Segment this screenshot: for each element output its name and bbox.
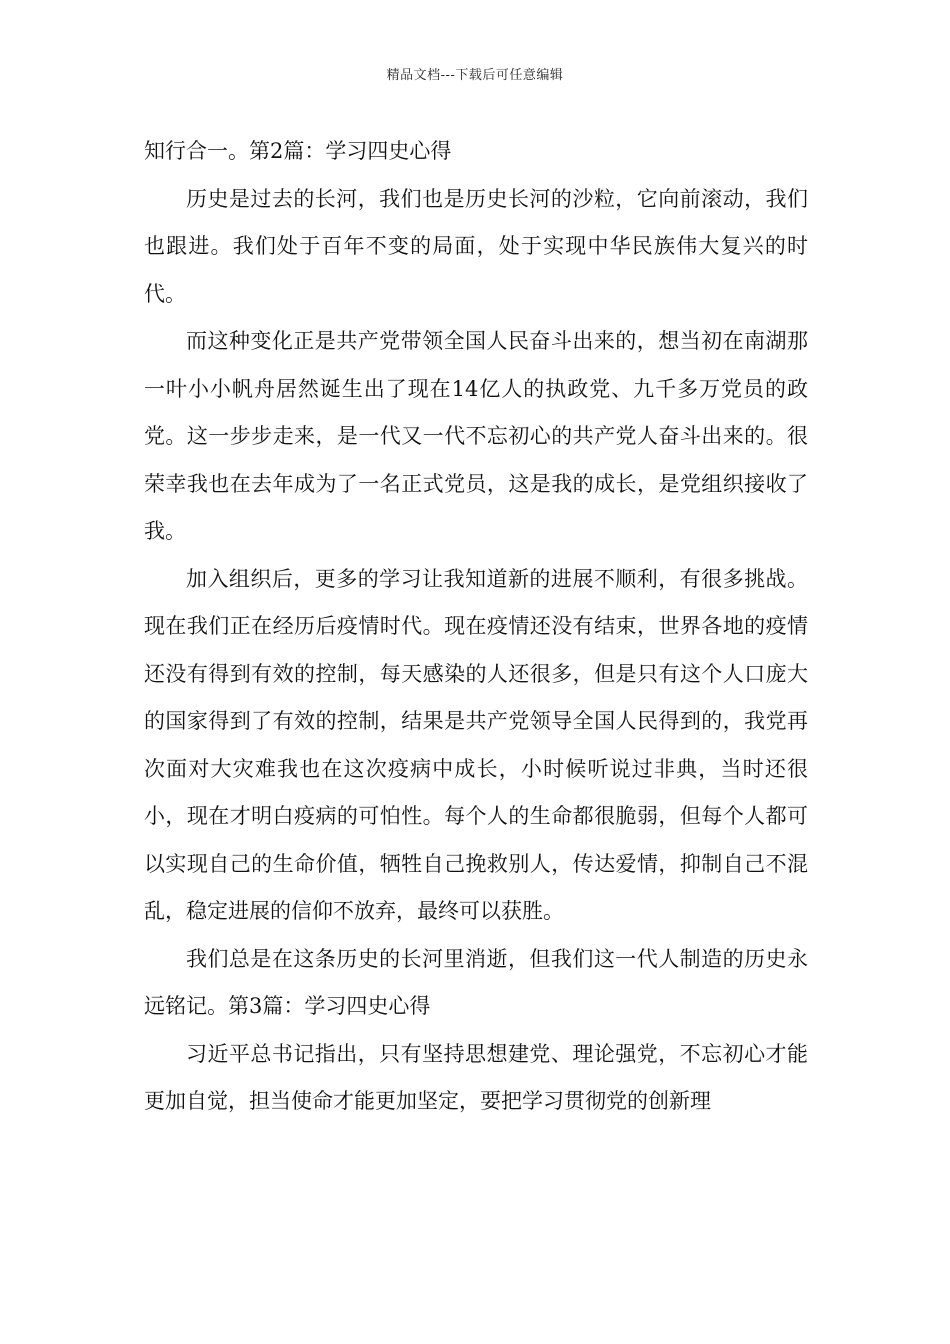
paragraph-2: 历史是过去的长河，我们也是历史长河的沙粒，它向前滚动，我们也跟进。我们处于百年不变的局面，处于实现中华民族伟大复兴的时代。	[144, 186, 808, 306]
paragraph-1: 知行合一。第2篇：学习四史心得	[144, 139, 452, 163]
paragraph-3: 而这种变化正是共产党带领全国人民奋斗出来的，想当初在南湖那一叶小小帆舟居然诞生出了现在14亿人的执政党、九千多万党员的政党。这一步步走来，是一代又一代不忘初心的共产党人奋斗出来的。很荣幸我也在去年成为了一名正式党员，这是我的成长，是党组织接收了我。	[144, 329, 808, 543]
paragraph-4: 加入组织后，更多的学习让我知道新的进展不顺利，有很多挑战。现在我们正在经历后疫情时代。现在疫情还没有结束，世界各地的疫情还没有得到有效的控制，每天感染的人还很多，但是只有这个人口庞大的国家得到了有效的控制，结果是共产党领导全国人民得到的，我党再次面对大灾难我也在这次疫病中成长，小时候听说过非典，当时还很小，现在才明白疫病的可怕性。每个人的生命都很脆弱，但每个人都可以实现自己的生命价值，牺牲自己挽救别人，传达爱情，抑制自己不混乱，稳定进展的信仰不放弃，最终可以获胜。	[144, 566, 808, 923]
paragraph-6: 习近平总书记指出，只有坚持思想建党、理论强党，不忘初心才能更加自觉，担当使命才能更加坚定，要把学习贯彻党的创新理	[144, 1041, 808, 1113]
document-body	[144, 128, 808, 1126]
paragraph-5: 我们总是在这条历史的长河里消逝，但我们这一代人制造的历史永远铭记。第3篇：学习四史心得	[144, 946, 808, 1018]
page-header: 精品文档---下载后可任意编辑	[386, 68, 564, 83]
